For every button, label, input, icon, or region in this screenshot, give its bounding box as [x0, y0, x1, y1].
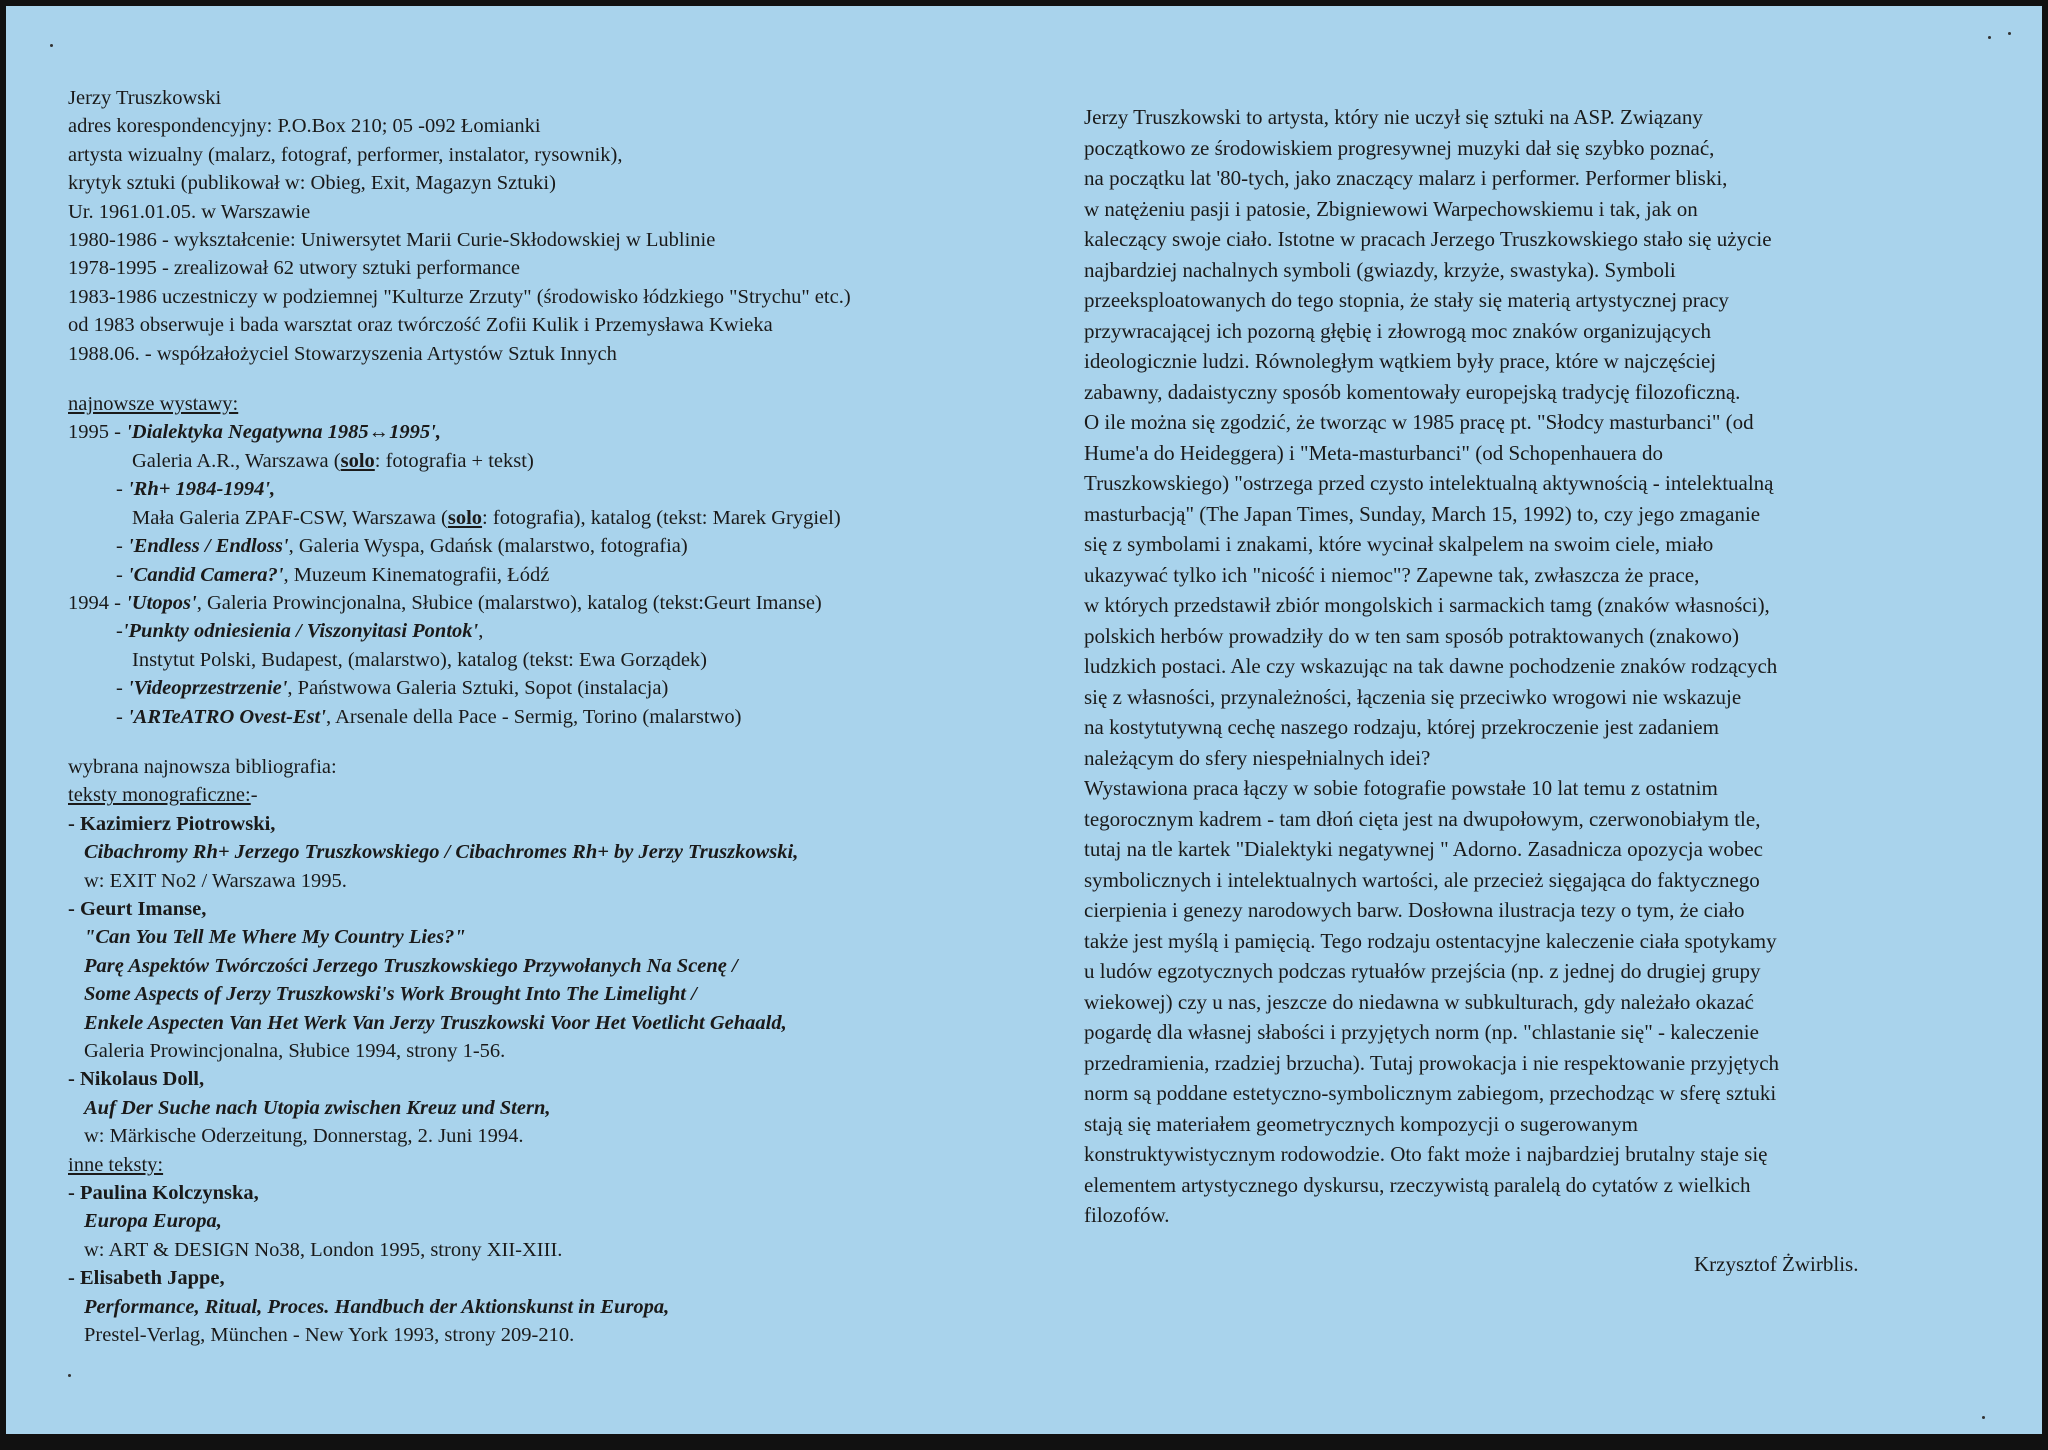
- essay-line: kaleczący swoje ciało. Istotne w pracach Jerzego Truszkowskiego stało się użycie: [1084, 227, 1772, 251]
- bib-publication: Prestel-Verlag, München - New York 1993, strony 209-210.: [84, 1324, 575, 1347]
- bib-author: - Geurt Imanse,: [68, 897, 207, 920]
- bib-author: - Elisabeth Jappe,: [68, 1267, 225, 1290]
- bib-title: Europa Europa,: [84, 1210, 222, 1233]
- essay-line: się z symbolami i znakami, które wycinał skalpelem na swoim ciele, miało: [1084, 532, 1714, 556]
- bio-line: 1983-1986 uczestniczy w podziemnej "Kulturze Zrzuty" (środowisko łódzkiego "Strychu" etc.): [68, 285, 851, 308]
- bib-title: Enkele Aspecten Van Het Werk Van Jerzy Truszkowski Voor Het Voetlicht Gehaald,: [84, 1011, 787, 1034]
- exhibition-item: - 'Candid Camera?', Muzeum Kinematografii, Łódź: [116, 563, 550, 586]
- paper-speck: [68, 1374, 71, 1377]
- paper-speck: [1982, 1416, 1985, 1419]
- bib-author: - Nikolaus Doll,: [68, 1068, 205, 1091]
- essay-line: u ludów egzotycznych podczas rytuałów przejścia (np. z jednej do drugiej grupy: [1084, 959, 1761, 983]
- other-texts-heading: inne teksty:: [68, 1153, 164, 1176]
- bib-title: "Can You Tell Me Where My Country Lies?": [84, 926, 466, 949]
- essay-line: symbolicznych i intelektualnych wartości, ale przecież sięgająca do faktycznego: [1084, 867, 1760, 892]
- essay-line: na kostytutywną cechę naszego rodzaju, której przekroczenie jest zadaniem: [1084, 715, 1719, 739]
- essay-line: O ile można się zgodzić, że tworząc w 1985 pracę pt. "Słodcy masturbanci" (od: [1084, 410, 1754, 434]
- essay-line: także jest myślą i pamięcią. Tego rodzaju ostentacyjne kaleczenie ciała spotykamy: [1084, 928, 1777, 953]
- essay-line: przedramienia, rzadziej brzucha). Tutaj prowokacja i nie respektowanie przyjętych: [1084, 1050, 1780, 1075]
- bio-line: 1980-1986 - wykształcenie: Uniwersytet Marii Curie-Skłodowskiej w Lublinie: [68, 229, 716, 252]
- essay-line: norm są poddane estetyczno-symbolicznym zabiegom, przechodząc w sferę sztuki: [1084, 1081, 1777, 1105]
- essay-line: konstruktywistycznym rodowodzie. Oto fakt może i najbardziej brutalny staje się: [1084, 1142, 1768, 1166]
- essay-line: w których przedstawił zbiór mongolskich i sarmackich tamg (znaków własności),: [1084, 593, 1770, 617]
- exhibition-item: - 'Rh+ 1984-1994',: [116, 478, 276, 501]
- essay-line: należącym do sfery niespełnialnych idei?: [1084, 745, 1431, 770]
- exhibition-item: 1995 - 'Dialektyka Negatywna 1985↔1995',: [68, 421, 441, 444]
- bio-column: [68, 84, 1028, 1349]
- bib-title: Auf Der Suche nach Utopia zwischen Kreuz und Stern,: [84, 1096, 551, 1119]
- bio-line: Jerzy Truszkowski: [68, 87, 222, 109]
- bib-title: Some Aspects of Jerzy Truszkowski's Work Brought Into The Limelight /: [84, 983, 697, 1006]
- bib-author: - Kazimierz Piotrowski,: [68, 812, 276, 835]
- essay-line: pogardę dla własnej słabości i przyjętych norm (np. "chlastanie się" - kaleczenie: [1084, 1020, 1759, 1044]
- essay-line: stają się materiałem geometrycznych kompozycji o sugerowanym: [1084, 1111, 1638, 1136]
- paper-speck: [2008, 32, 2011, 35]
- essay-line: Jerzy Truszkowski to artysta, który nie uczył się sztuki na ASP. Związany: [1084, 105, 1703, 129]
- bib-title: Parę Aspektów Twórczości Jerzego Truszkowskiego Przywołanych Na Scenę /: [84, 954, 738, 977]
- bio-line: Ur. 1961.01.05. w Warszawie: [68, 200, 311, 223]
- bib-author: - Paulina Kolczynska,: [68, 1182, 259, 1205]
- essay-line: się z własności, przynależności, łączenia się przeciwko wrogowi nie wskazuje: [1084, 684, 1742, 709]
- essay-line: Truszkowskiego) "ostrzega przed czysto intelektualną aktywnością - intelektualną: [1084, 471, 1774, 495]
- essay-line: przywracającej ich pozorną głębię i złowrogą moc znaków organizujących: [1084, 318, 1711, 343]
- exhibitions-heading: najnowsze wystawy:: [68, 393, 239, 416]
- essay-line: w natężeniu pasji i patosie, Zbigniewowi Warpechowskiemu i tak, jak on: [1084, 196, 1698, 221]
- exhibition-item: - 'Endless / Endloss', Galeria Wyspa, Gdańsk (malarstwo, fotografia): [116, 535, 688, 558]
- bio-line: od 1983 obserwuje i bada warsztat oraz twórczość Zofii Kulik i Przemysława Kwieka: [68, 314, 773, 337]
- essay-line: na początku lat '80-tych, jako znaczący malarz i performer. Performer bliski,: [1084, 166, 1728, 190]
- essay-line: polskich herbów prowadziły do w ten sam sposób potraktowanych (znakowo): [1084, 623, 1739, 648]
- essay-line: Hume'a do Heideggera) i "Meta-masturbanci" (od Schopenhauera do: [1084, 440, 1663, 465]
- essay-line: tegorocznym kadrem - tam dłoń cięta jest na dwupołowym, czerwonobiałym tle,: [1084, 806, 1761, 831]
- exhibition-item: - 'Videoprzestrzenie', Państwowa Galeria Sztuki, Sopot (instalacja): [116, 677, 669, 700]
- essay-line: wiekowej) czy u nas, jeszcze do niedawna w subkulturach, gdy należało okazać: [1084, 989, 1754, 1014]
- bibliography-heading: wybrana najnowsza bibliografia:: [68, 755, 337, 778]
- bio-line: 1988.06. - współzałożyciel Stowarzyszenia Artystów Sztuk Innych: [68, 342, 617, 365]
- bib-publication: w: ART & DESIGN No38, London 1995, strony XII-XIII.: [84, 1238, 563, 1261]
- exhibition-item: - 'ARTeATRO Ovest-Est', Arsenale della Pace - Sermig, Torino (malarstwo): [116, 705, 742, 728]
- essay-line: tutaj na tle kartek "Dialektyki negatywnej " Adorno. Zasadnicza opozycja wobec: [1084, 837, 1763, 861]
- essay-line: ideologicznie ludzi. Równoległym wątkiem były prace, które w najczęściej: [1084, 349, 1717, 373]
- essay-line: zabawny, dadaistyczny sposób komentowały europejską tradycję filozoficzną.: [1084, 379, 1741, 404]
- essay-line: najbardziej nachalnych symboli (gwiazdy, krzyże, swastyka). Symboli: [1084, 257, 1676, 282]
- essay-signature: Krzysztof Żwirblis.: [1694, 1252, 1859, 1276]
- essay-line: ukazywać tylko ich "nicość i niemoc"? Zapewne tak, zwłaszcza że prace,: [1084, 562, 1700, 587]
- essay-line: filozofów.: [1084, 1203, 1170, 1227]
- paper-speck: [50, 44, 53, 47]
- exhibition-item: 1994 - 'Utopos', Galeria Prowincjonalna, Słubice (malarstwo), katalog (tekst:Geurt Imanse): [68, 591, 822, 614]
- essay-line: elementem artystycznego dyskursu, rzeczywistą paralelą do cytatów z wielkich: [1084, 1172, 1751, 1197]
- essay-line: ludzkich postaci. Ale czy wskazując na tak dawne pochodzenie znaków rodzących: [1084, 654, 1778, 678]
- essay-line: przeeksploatowanych do tego stopnia, że stały się materią artystycznej pracy: [1084, 288, 1729, 312]
- exhibition-place: Mała Galeria ZPAF-CSW, Warszawa (solo: fotografia), katalog (tekst: Marek Grygiel): [132, 506, 841, 529]
- bio-line: artysta wizualny (malarz, fotograf, performer, instalator, rysownik),: [68, 143, 623, 166]
- exhibition-place: Instytut Polski, Budapest, (malarstwo), katalog (tekst: Ewa Gorządek): [132, 648, 708, 671]
- essay-column: [1084, 102, 2004, 1231]
- exhibition-place: Galeria A.R., Warszawa (solo: fotografia + tekst): [132, 449, 534, 472]
- exhibition-item: -'Punkty odniesienia / Viszonyitasi Pontok',: [116, 620, 484, 643]
- bib-title: Cibachromy Rh+ Jerzego Truszkowskiego / Cibachromes Rh+ by Jerzy Truszkowski,: [84, 841, 799, 864]
- bio-line: krytyk sztuki (publikował w: Obieg, Exit, Magazyn Sztuki): [68, 172, 556, 195]
- essay-line: Wystawiona praca łączy w sobie fotografie powstałe 10 lat temu z ostatnim: [1084, 776, 1718, 800]
- bib-publication: Galeria Prowincjonalna, Słubice 1994, strony 1-56.: [84, 1040, 506, 1062]
- essay-line: masturbacją" (The Japan Times, Sunday, March 15, 1992) to, czy jego zmaganie: [1084, 501, 1761, 526]
- monographs-heading: teksty monograficzne:-: [68, 784, 258, 807]
- bio-line: adres korespondencyjny: P.O.Box 210; 05 -092 Łomianki: [68, 115, 541, 138]
- paper-speck: [1988, 36, 1991, 39]
- essay-line: początkowo ze środowiskiem progresywnej muzyki dał się szybko poznać,: [1084, 135, 1715, 160]
- bio-line: 1978-1995 - zrealizował 62 utwory sztuki performance: [68, 257, 520, 280]
- bib-title: Performance, Ritual, Proces. Handbuch der Aktionskunst in Europa,: [84, 1295, 670, 1318]
- essay-line: cierpienia i genezy narodowych barw. Dosłowna ilustracja tezy o tym, że ciało: [1084, 898, 1745, 922]
- document-page: [6, 6, 2042, 1434]
- bib-publication: w: EXIT No2 / Warszawa 1995.: [84, 869, 347, 892]
- bib-publication: w: Märkische Oderzeitung, Donnerstag, 2. Juni 1994.: [84, 1125, 524, 1148]
